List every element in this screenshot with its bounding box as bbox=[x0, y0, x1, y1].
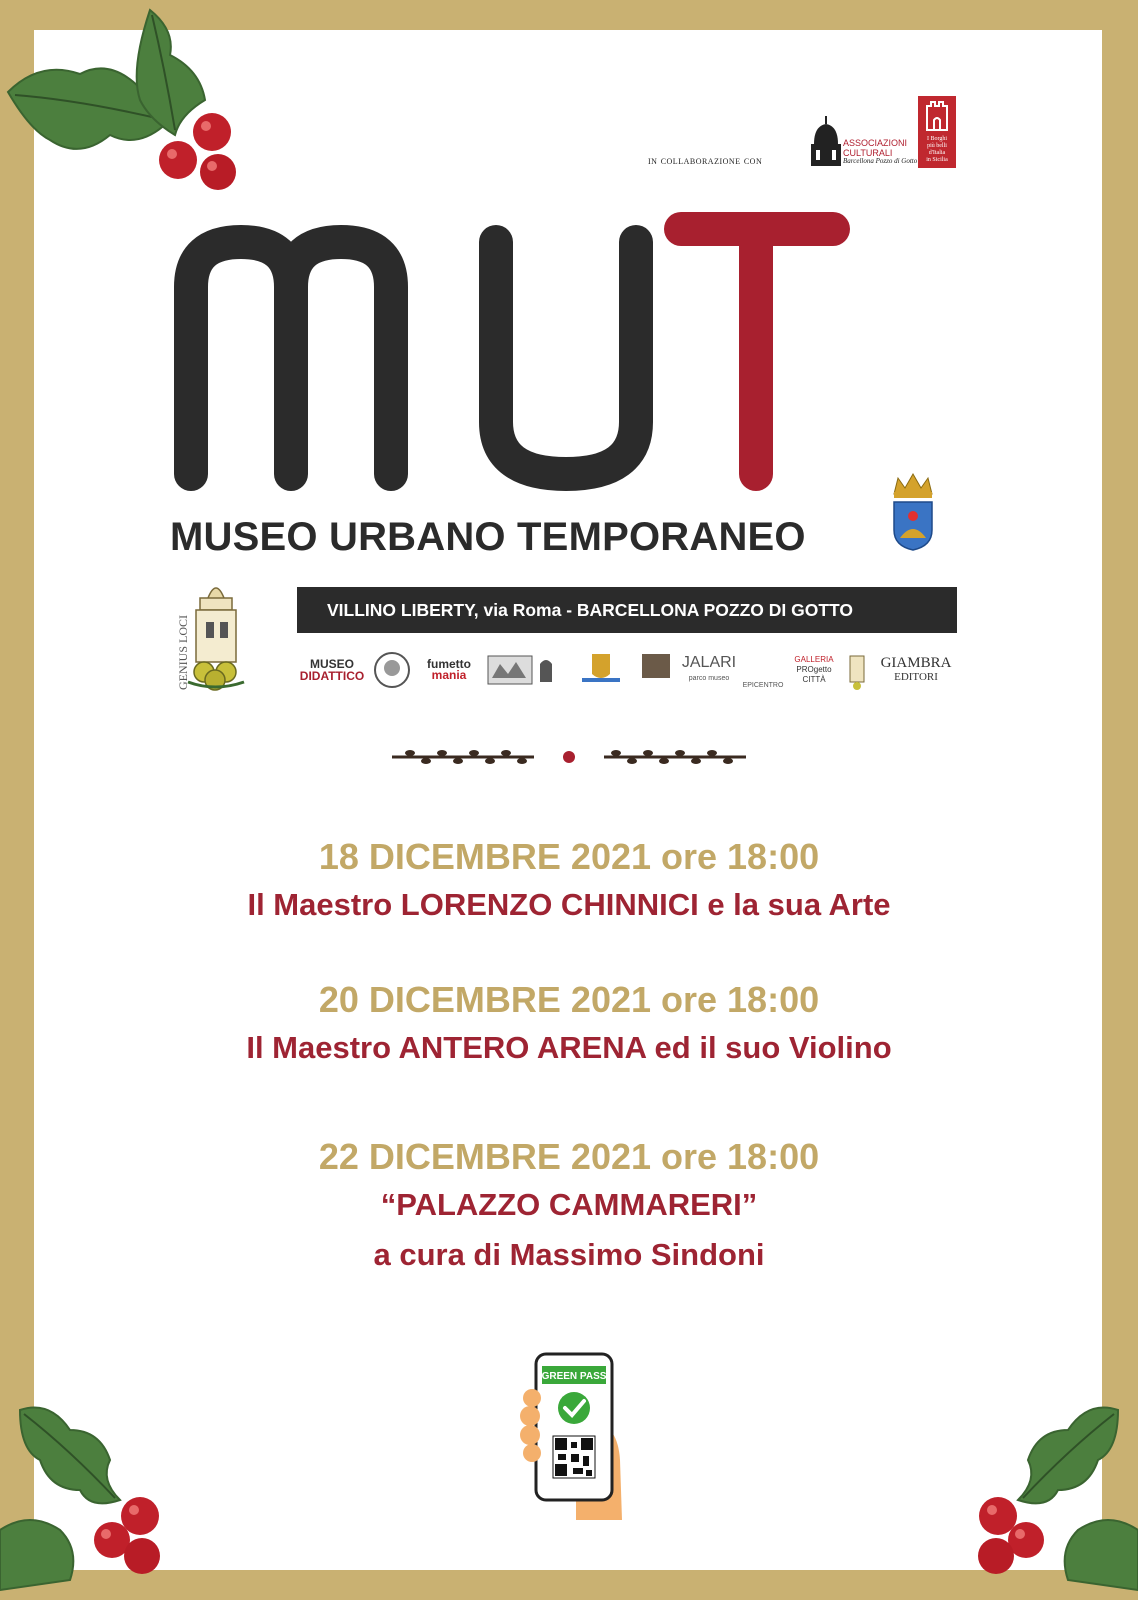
coat-of-arms-icon bbox=[890, 472, 936, 552]
event-2-date: 20 DICEMBRE 2021 ore 18:00 bbox=[318, 979, 820, 1020]
venue-bar: VILLINO LIBERTY, via Roma - BARCELLONA POZZO DI GOTTO bbox=[297, 587, 957, 633]
sponsor-medallion-icon bbox=[372, 650, 412, 690]
sponsor-crest-icon bbox=[578, 650, 624, 690]
sponsor-museum-icon bbox=[640, 652, 672, 682]
holly-bottom-left-icon bbox=[0, 1390, 200, 1600]
collaboration-text: in collaborazione con bbox=[648, 155, 763, 167]
event-2-title: Il Maestro ANTERO ARENA ed il suo Violino bbox=[246, 1030, 892, 1065]
assoc-title: ASSOCIAZIONI CULTURALI bbox=[843, 138, 908, 158]
event-1-date: 18 DICEMBRE 2021 ore 18:00 bbox=[318, 836, 820, 877]
sponsor-fumettomania: fumetto mania bbox=[427, 657, 471, 682]
sponsor-giambra: GIAMBRA EDITORI bbox=[880, 654, 952, 683]
green-pass-label: GREEN PASS bbox=[541, 1371, 607, 1382]
mut-logo bbox=[166, 212, 872, 497]
event-1-title: Il Maestro LORENZO CHINNICI e la sua Arte bbox=[247, 887, 891, 922]
sponsor-museo-didattico: MUSEO DIDATTICO bbox=[299, 657, 365, 683]
event-3-title: “PALAZZO CAMMARERI” bbox=[380, 1187, 758, 1222]
church-dome-icon bbox=[808, 114, 844, 168]
event-3-curator: a cura di Massimo Sindoni bbox=[373, 1237, 765, 1272]
tower-icon bbox=[925, 100, 949, 132]
borghi-logo: I Borghi più belli d'Italia in Sicilia bbox=[918, 96, 956, 168]
sponsor-epicentro: EPICENTRO bbox=[742, 682, 784, 689]
genius-loci-text: GENIUS LOCI bbox=[176, 615, 190, 690]
sponsor-jalari: JALARI parco museo bbox=[681, 653, 737, 682]
assoc-subtitle: Barcellona Pozzo di Gotto bbox=[843, 157, 918, 165]
mut-letter-m bbox=[191, 242, 391, 474]
sponsor-engraving-icon bbox=[486, 652, 556, 690]
mut-letter-t bbox=[681, 229, 833, 474]
sponsor-galleria: GALLERIA PROgetto CITTÀ bbox=[794, 655, 834, 684]
ornament-divider-icon bbox=[388, 744, 750, 770]
holly-top-left-icon bbox=[0, 0, 260, 200]
mut-letter-u bbox=[496, 242, 636, 474]
logo-subtitle: MUSEO URBANO TEMPORANEO bbox=[170, 515, 806, 559]
sponsor-genius-loci-small-icon bbox=[846, 650, 868, 692]
event-3-date: 22 DICEMBRE 2021 ore 18:00 bbox=[318, 1136, 820, 1177]
holly-bottom-right-icon bbox=[938, 1390, 1138, 1600]
